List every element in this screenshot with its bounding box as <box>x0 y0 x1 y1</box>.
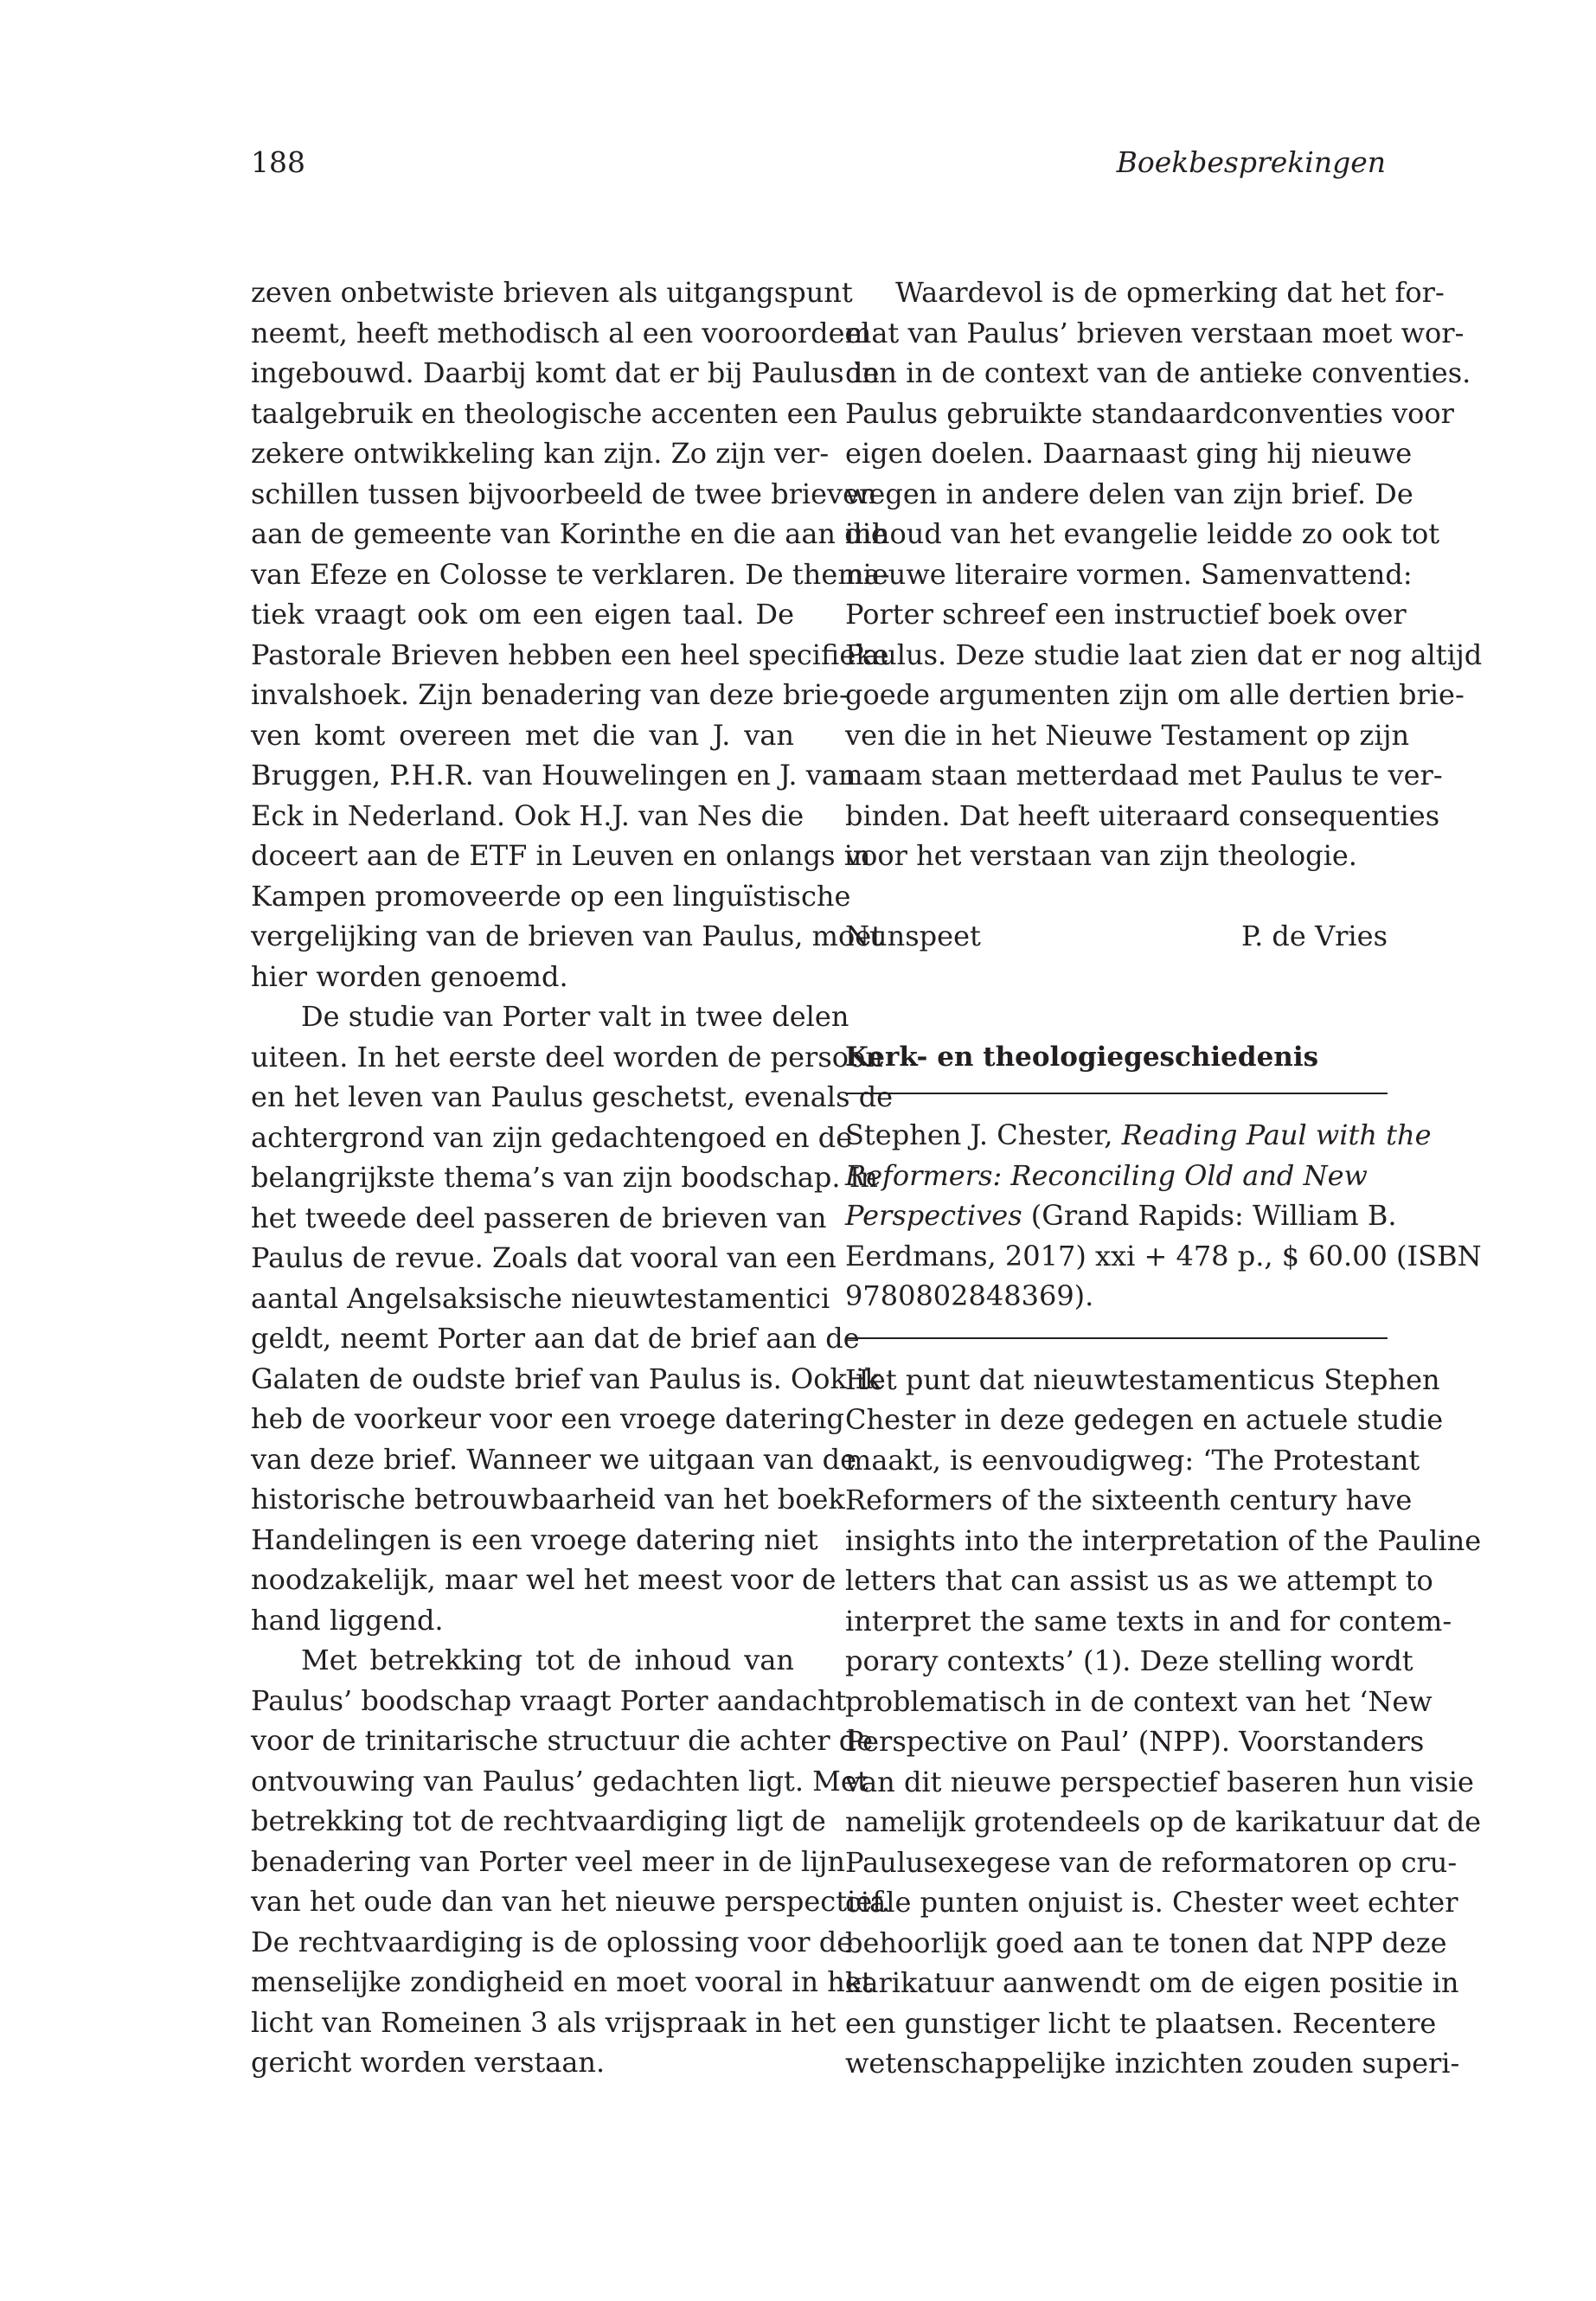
text-line: ven komt overeen met die van J. van <box>251 718 794 752</box>
text-line: problematisch in de context van het ‘New <box>845 1684 1433 1718</box>
text-line: van dit nieuwe perspectief baseren hun visie <box>845 1765 1474 1798</box>
biblio-line: 9780802848369). <box>845 1279 1094 1312</box>
text-line: historische betrouwbaarheid van het boek <box>251 1483 845 1516</box>
text-line: aan de gemeente van Korinthe en die aan die <box>251 517 888 550</box>
text-line: ciale punten onjuist is. Chester weet echter <box>845 1886 1458 1919</box>
spacer <box>845 957 1388 997</box>
book-author: Stephen J. Chester, <box>845 1118 1122 1151</box>
text-line: benadering van Porter veel meer in de lijn <box>251 1844 845 1878</box>
biblio-line <box>845 1115 1432 1156</box>
text-line: nieuwe literaire vormen. Samenvattend: <box>845 557 1413 591</box>
biblio-line: Eerdmans, 2017) xxi + 478 p., $ 60.00 (ISBN <box>845 1239 1482 1272</box>
review-conclusion <box>845 272 1483 876</box>
text-line: behoorlijk goed aan te tonen dat NPP deze <box>845 1926 1447 1959</box>
text-line: eigen doelen. Daarnaast ging hij nieuwe <box>845 437 1413 470</box>
book-title: Perspectives <box>845 1199 1022 1232</box>
book-title: Reading Paul with the <box>1121 1118 1432 1151</box>
text-line: binden. Dat heeft uiteraard consequenties <box>845 798 1440 832</box>
text-line: Eck in Nederland. Ook H.J. van Nes die <box>251 798 804 832</box>
text-line: interpret the same texts in and for contem- <box>845 1604 1452 1638</box>
page-number: 188 <box>251 145 305 179</box>
reviewer-name: P. de Vries <box>1241 920 1388 952</box>
text-line: Perspective on Paul’ (NPP). Voorstanders <box>845 1725 1425 1758</box>
paragraph-start-line: Met betrekking tot de inhoud van <box>301 1644 794 1676</box>
text-line: licht van Romeinen 3 als vrijspraak in het <box>251 2005 836 2039</box>
text-line: karikatuur aanwendt om de eigen positie in <box>845 1966 1459 1999</box>
text-line: Galaten de oudste brief van Paulus is. Ook ik <box>251 1362 881 1395</box>
text-line: heb de voorkeur voor een vroege datering <box>251 1402 844 1435</box>
text-line: belangrijkste thema’s van zijn boodschap. In <box>251 1161 878 1194</box>
text-line: ontvouwing van Paulus’ gedachten ligt. Met <box>251 1764 869 1798</box>
publisher-info: (Grand Rapids: William B. <box>1022 1199 1397 1232</box>
text-line: voor de trinitarische structuur die achter de <box>251 1724 874 1757</box>
text-line: insights into the interpretation of the Pauline <box>845 1523 1482 1557</box>
text-line: het tweede deel passeren de brieven van <box>251 1201 827 1234</box>
text-line: Paulus’ boodschap vraagt Porter aandacht <box>251 1683 847 1717</box>
text-line: ven die in het Nieuwe Testament op zijn <box>845 718 1410 752</box>
text-line: den in de context van de antieke conventies. <box>845 356 1471 389</box>
text-line: geldt, neemt Porter aan dat de brief aan de <box>251 1322 860 1355</box>
text-line: noodzakelijk, maar wel het meest voor de <box>251 1563 836 1596</box>
text-line: van het oude dan van het nieuwe perspectief. <box>251 1885 891 1918</box>
text-line: hier worden genoemd. <box>251 959 568 993</box>
text-line: ingebouwd. Daarbij komt dat er bij Paulus in <box>251 356 880 389</box>
text-line: Het punt dat nieuwtestamenticus Stephen <box>845 1362 1440 1396</box>
text-line: Kampen promoveerde op een linguïstische <box>251 879 851 913</box>
text-line: Handelingen is een vroege datering niet <box>251 1522 818 1556</box>
text-line: Paulusexegese van de reformatoren op cru- <box>845 1845 1458 1879</box>
text-line: schillen tussen bijvoorbeeld de twee brieven <box>251 477 877 510</box>
paragraph-start-line: Waardevol is de opmerking dat het for- <box>895 276 1445 309</box>
bibliographic-entry <box>845 1094 1482 1339</box>
paragraph-start-line: De studie van Porter valt in twee delen <box>301 1000 849 1033</box>
spacer <box>845 876 1388 917</box>
text-line: goede argumenten zijn om alle dertien brie- <box>845 678 1465 711</box>
text-line: wetenschappelijke inzichten zouden superi- <box>845 2047 1460 2080</box>
text-line: en het leven van Paulus geschetst, evenals de <box>251 1080 894 1113</box>
text-line: invalshoek. Zijn benadering van deze brie- <box>251 678 849 711</box>
running-title: Boekbesprekingen <box>1116 145 1386 179</box>
text-line: zekere ontwikkeling kan zijn. Zo zijn ver- <box>251 437 830 470</box>
biblio-line <box>845 1156 1388 1196</box>
text-line: tiek vraagt ook om een eigen taal. De <box>251 598 794 631</box>
text-line: Chester in deze gedegen en actuele studie <box>845 1403 1444 1436</box>
text-line: Paulus. Deze studie laat zien dat er nog altijd <box>845 638 1483 671</box>
biblio-line <box>845 1195 1397 1236</box>
next-review <box>845 1339 1482 2084</box>
text-line: van deze brief. Wanneer we uitgaan van de <box>251 1442 857 1476</box>
text-line: aantal Angelsaksische nieuwtestamentici <box>251 1281 830 1315</box>
text-line: De rechtvaardiging is de oplossing voor de <box>251 1925 854 1958</box>
text-line: uiteen. In het eerste deel worden de persoon <box>251 1040 883 1074</box>
text-line: letters that can assist us as we attempt to <box>845 1564 1433 1597</box>
text-line: mat van Paulus’ brieven verstaan moet wor- <box>845 316 1465 349</box>
text-line: taalgebruik en theologische accenten een <box>251 396 838 430</box>
text-line: porary contexts’ (1). Deze stelling wordt <box>845 1644 1413 1677</box>
text-line: zeven onbetwiste brieven als uitgangspunt <box>251 276 853 309</box>
text-line: maakt, is eenvoudigweg: ‘The Protestant <box>845 1443 1420 1477</box>
text-line: Pastorale Brieven hebben een heel specifieke <box>251 638 889 671</box>
text-line: hand liggend. <box>251 1603 444 1637</box>
text-line: menselijke zondigheid en moet vooral in het <box>251 1965 873 1998</box>
signature-place: Nunspeet <box>845 920 981 952</box>
text-line: neemt, heeft methodisch al een vooroordeel <box>251 316 870 349</box>
text-line: betrekking tot de rechtvaardiging ligt de <box>251 1804 826 1837</box>
text-line: Paulus de revue. Zoals dat vooral van een <box>251 1241 836 1274</box>
book-title: Reformers: Reconciling Old and New <box>845 1158 1368 1192</box>
spacer <box>845 997 1388 1037</box>
text-line: een gunstiger licht te plaatsen. Recentere <box>845 2006 1437 2040</box>
text-line: van Efeze en Colosse te verklaren. De thema- <box>251 557 890 591</box>
text-line: voor het verstaan van zijn theologie. <box>845 839 1357 872</box>
right-column <box>845 272 1483 2084</box>
text-line: Porter schreef een instructief boek over <box>845 598 1407 631</box>
text-line: achtergrond van zijn gedachtengoed en de <box>251 1120 853 1154</box>
text-line: namelijk grotendeels op de karikatuur dat de <box>845 1805 1482 1838</box>
left-column <box>251 272 894 2083</box>
text-line: inhoud van het evangelie leidde zo ook tot <box>845 517 1440 550</box>
text-line: Paulus gebruikte standaardconventies voor <box>845 396 1454 430</box>
text-line: vergelijking van de brieven van Paulus, moet <box>251 920 883 952</box>
text-line: naam staan metterdaad met Paulus te ver- <box>845 759 1443 792</box>
review-signature <box>845 916 1388 957</box>
text-line: Bruggen, P.H.R. van Houwelingen en J. van <box>251 759 856 792</box>
running-head <box>251 145 1386 189</box>
text-line: gericht worden verstaan. <box>251 2046 606 2079</box>
section-heading: Kerk- en theologiegeschiedenis <box>845 1037 1388 1095</box>
text-line: Reformers of the sixteenth century have <box>845 1484 1413 1516</box>
text-line: doceert aan de ETF in Leuven en onlangs in <box>251 839 871 872</box>
text-line: wegen in andere delen van zijn brief. De <box>845 477 1413 510</box>
